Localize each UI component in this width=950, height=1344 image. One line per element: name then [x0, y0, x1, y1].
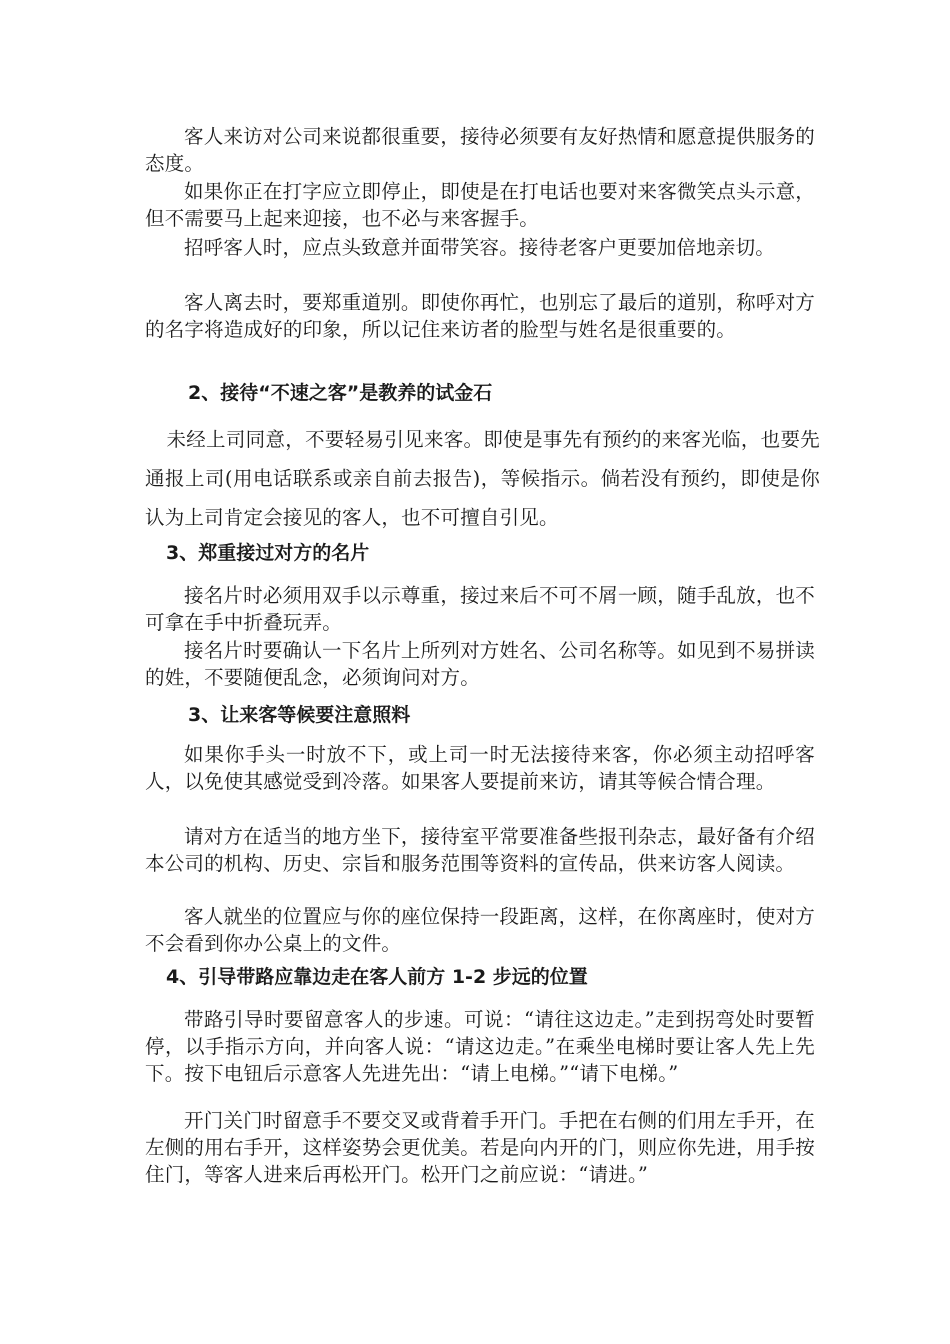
intro-paragraph-3: 招呼客人时，应点头致意并面带笑容。接待老客户更要加倍地亲切。 — [184, 236, 776, 259]
section-3b-paragraph-2: 请对方在适当的地方坐下，接待室平常要准备些报刊杂志，最好备有介绍本公司的机构、历史、宗旨和服务范围等资料的宣传品，供来访客人阅读。 — [145, 825, 815, 875]
intro-paragraph-4: 客人离去时，要郑重道别。即使你再忙，也别忘了最后的道别，称呼对方的名字将造成好的印象，所以记住来访者的脸型与姓名是很重要的。 — [145, 291, 815, 341]
intro-paragraph-1: 客人来访对公司来说都很重要，接待必须要有友好热情和愿意提供服务的态度。 — [145, 125, 815, 175]
section-3a-paragraph-2: 接名片时要确认一下名片上所列对方姓名、公司名称等。如见到不易拼读的姓，不要随便乱念，必须询问对方。 — [145, 639, 815, 689]
section-3a-paragraph-1: 接名片时必须用双手以示尊重，接过来后不可不屑一顾，随手乱放，也不可拿在手中折叠玩弄。 — [145, 584, 815, 634]
section-heading-2: 2、接待“不速之客”是教养的试金石 — [188, 382, 493, 404]
section-3b-paragraph-3: 客人就坐的位置应与你的座位保持一段距离，这样，在你离座时，使对方不会看到你办公桌上的文件。 — [145, 905, 815, 955]
section-4-paragraph-1: 带路引导时要留意客人的步速。可说：“请往这边走。”走到拐弯处时要暂停，以手指示方向，并向客人说：“请这边走。”在乘坐电梯时要让客人先上先下。按下电钮后示意客人先进先出：“请上电梯。”“请下电梯。” — [145, 1008, 815, 1085]
section-heading-4: 4、引导带路应靠边走在客人前方 1-2 步远的位置 — [166, 966, 588, 988]
section-4-paragraph-2: 开门关门时留意手不要交叉或背着手开门。手把在右侧的们用左手开，在左侧的用右手开，这样姿势会更优美。若是向内开的门，则应你先进，用手按住门，等客人进来后再松开门。松开门之前应说：“请进。” — [145, 1109, 815, 1186]
section-heading-3b: 3、让来客等候要注意照料 — [188, 704, 411, 726]
section-2-paragraph-1: 未经上司同意，不要轻易引见来客。即使是事先有预约的来客光临，也要先通报上司(用电话联系或亲自前去报告)，等候指示。倘若没有预约，即使是你认为上司肯定会接见的客人，也不可擅自引见。 — [145, 428, 820, 529]
section-heading-3a: 3、郑重接过对方的名片 — [166, 542, 370, 564]
section-3b-paragraph-1: 如果你手头一时放不下，或上司一时无法接待来客，你必须主动招呼客人，以免使其感觉受到冷落。如果客人要提前来访，请其等候合情合理。 — [145, 743, 815, 793]
intro-paragraph-2: 如果你正在打字应立即停止，即使是在打电话也要对来客微笑点头示意，但不需要马上起来迎接，也不必与来客握手。 — [145, 180, 815, 230]
